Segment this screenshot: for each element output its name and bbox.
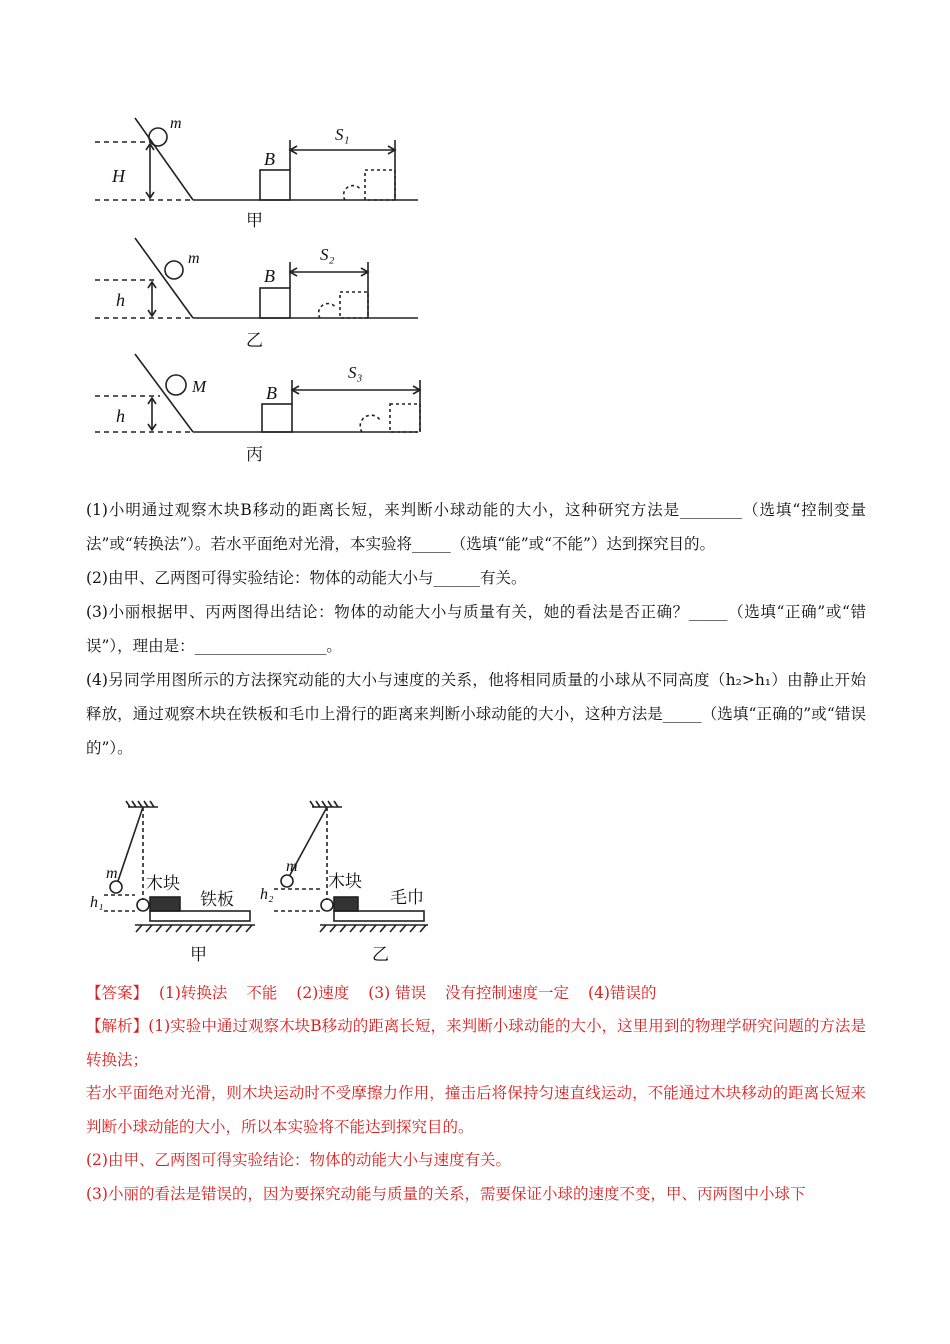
- block-label-pendulum-jia: 木块: [146, 874, 180, 893]
- mass-label-pendulum-yi: m: [286, 858, 298, 875]
- block-label-pendulum-yi: 木块: [328, 872, 362, 891]
- analysis-text-1: (1)实验中通过观察木块B移动的距离长短，来判断小球动能的大小，这里用到的物理学研究问题的方法是转换法；: [86, 1017, 866, 1069]
- height-label-pendulum-yi: h₂: [260, 886, 274, 903]
- panel-jia: [95, 115, 418, 230]
- analysis-paragraph-3: (2)由甲、乙两图可得实验结论：物体的动能大小与速度有关。: [86, 1151, 511, 1169]
- distance-label-yi: S₂: [320, 245, 335, 264]
- height-label-jia: H: [112, 166, 125, 186]
- surface-label-yi: 毛巾: [390, 888, 424, 907]
- mass-label-bing: M: [192, 377, 207, 396]
- question-4: (4)另同学用图所示的方法探究动能的大小与速度的关系，他将相同质量的小球从不同高度（h₂>h₁）由静止开始释放，通过观察木块在铁板和毛巾上滑行的距离来判断小球动能的大小，这种方法是_____（选填“正确的”或“错误的”）。: [86, 671, 866, 757]
- block-label-yi: B: [264, 266, 275, 286]
- caption-yi: 乙: [246, 331, 263, 350]
- analysis-paragraph-4: (3)小丽的看法是错误的，因为要探究动能与质量的关系，需要保证小球的速度不变，甲、丙两图中小球下: [86, 1184, 806, 1203]
- caption-pendulum-yi: 乙: [372, 945, 389, 964]
- distance-label-bing: S₃: [348, 363, 363, 382]
- distance-label-jia: S₁: [335, 125, 350, 144]
- mass-label-jia: m: [170, 115, 182, 132]
- figure-collision-experiments: [90, 110, 430, 470]
- mass-label-pendulum-jia: m: [106, 865, 118, 882]
- caption-bing: 丙: [246, 445, 263, 464]
- answer-line: [86, 978, 670, 1008]
- answer-tag: 【答案】: [86, 984, 149, 1002]
- answer-item-2: 不能: [246, 984, 278, 1002]
- pendulum-apparatus-yi: [260, 801, 428, 964]
- height-label-yi: h: [116, 290, 125, 310]
- analysis-paragraph-2: 若水平面绝对光滑，则木块运动时不受摩擦力作用，撞击后将保持匀速直线运动，不能通过木块移动的距离长短来判断小球动能的大小，所以本实验将不能达到探究目的。: [86, 1084, 866, 1136]
- mass-label-yi: m: [188, 250, 200, 267]
- answer-item-1: (1)转换法: [158, 984, 228, 1002]
- question-1: (1)小明通过观察木块B移动的距离长短，来判断小球动能的大小，这种研究方法是________（选填“控制变量法”或“转换法”）。若水平面绝对光滑，本实验将_____（选填“能”或“不能”）达到探究目的。: [86, 501, 866, 553]
- question-3: (3)小丽根据甲、丙两图得出结论：物体的动能大小与质量有关，她的看法是否正确？_____（选填“正确”或“错误”），理由是：_________________。: [86, 603, 866, 655]
- answer-item-6: (4)错误的: [588, 984, 657, 1002]
- height-label-bing: h: [116, 406, 125, 426]
- figure-pendulum-experiments: [90, 795, 430, 970]
- analysis-block: [86, 1010, 866, 1211]
- analysis-tag: 【解析】: [86, 1017, 149, 1035]
- surface-label-jia: 铁板: [200, 890, 234, 909]
- analysis-paragraph-1: [86, 1010, 866, 1077]
- question-2: (2)由甲、乙两图可得实验结论：物体的动能大小与______有关。: [86, 569, 527, 587]
- caption-jia: 甲: [246, 211, 263, 230]
- answer-item-3: (2)速度: [296, 984, 350, 1002]
- block-label-bing: B: [266, 383, 277, 403]
- pendulum-apparatus-jia: [90, 801, 255, 964]
- height-label-pendulum-jia: h₁: [90, 894, 104, 911]
- block-label-jia: B: [264, 149, 275, 169]
- answer-item-5: 没有控制速度一定: [445, 984, 570, 1002]
- caption-pendulum-jia: 甲: [190, 945, 207, 964]
- panel-yi: [95, 238, 418, 350]
- answer-item-4: (3) 错误: [368, 984, 427, 1002]
- panel-bing: [95, 354, 420, 464]
- question-block: [86, 493, 866, 765]
